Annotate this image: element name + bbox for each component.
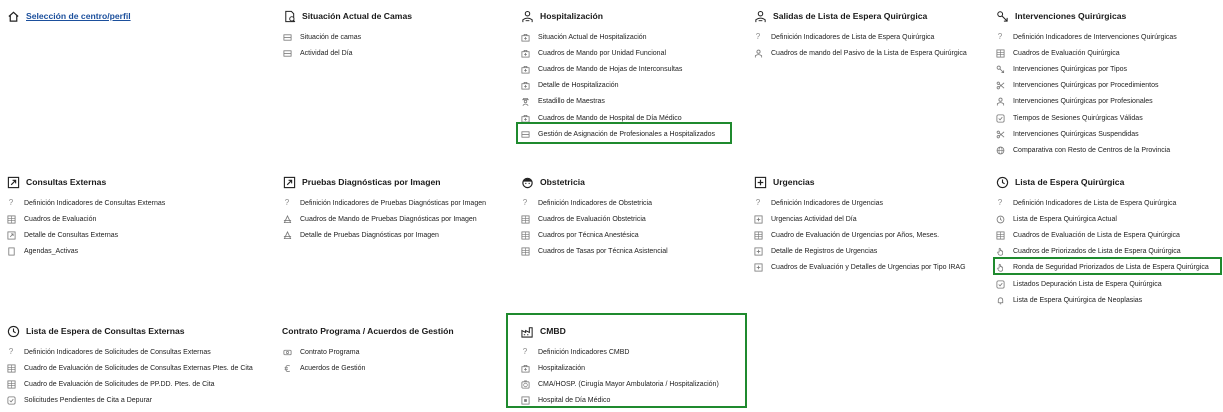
section-title: Hospitalización bbox=[540, 11, 604, 21]
menu-item-label: Hospital de Día Médico bbox=[538, 397, 611, 405]
question-icon: ? bbox=[755, 198, 761, 208]
plus-box-icon bbox=[753, 175, 767, 189]
menu-item-label: Intervenciones Quirúrgicas por Profesionales bbox=[1013, 98, 1153, 106]
section-header bbox=[6, 173, 165, 191]
menu-item-label: Cuadros de Evaluación de Lista de Espera Quirúrgica bbox=[1013, 231, 1180, 239]
menu-item-label: Definición Indicadores de Lista de Espera Quirúrgica bbox=[771, 33, 935, 41]
clock-box-icon bbox=[520, 379, 530, 389]
menu-item-acuerdos-de-gestion[interactable] bbox=[282, 360, 454, 376]
menu-list bbox=[282, 344, 454, 376]
menu-item-label: Cuadro de Evaluación de Urgencias por Años, Meses. bbox=[771, 231, 940, 239]
menu-item-label: Cuadros de Priorizados de Lista de Espera Quirúrgica bbox=[1013, 248, 1181, 256]
menu-list bbox=[6, 344, 253, 409]
hand-icon bbox=[995, 247, 1005, 257]
menu-item-label: Cuadros de Mando de Hospital de Día Médico bbox=[538, 114, 682, 122]
section-title: Pruebas Diagnósticas por Imagen bbox=[302, 177, 441, 187]
section-header bbox=[995, 173, 1209, 191]
money-icon bbox=[282, 347, 292, 357]
menu-item-solicitudes-pendientes-de-cita-a-depurar[interactable] bbox=[6, 393, 253, 409]
question-icon: ? bbox=[755, 32, 761, 42]
menu-item-label: Cuadros de mando del Pasivo de la Lista de Espera Quirúrgica bbox=[771, 49, 967, 57]
menu-item-definicion-indicadores-de-solicitudes-de-consult[interactable] bbox=[6, 344, 253, 360]
section-obstetricia bbox=[520, 173, 668, 260]
bed-icon bbox=[282, 32, 292, 42]
euro-icon bbox=[282, 363, 292, 373]
menu-list bbox=[6, 195, 165, 260]
section-intervenciones bbox=[995, 7, 1177, 159]
menu-item-lista-de-espera-quirurgica-actual[interactable] bbox=[995, 211, 1209, 227]
menu-item-label: Cuadro de Evaluación de Solicitudes de PP.DD. Ptes. de Cita bbox=[24, 380, 215, 388]
menu-item-label: Detalle de Registros de Urgencias bbox=[771, 248, 878, 256]
menu-item-label: Intervenciones Quirúrgicas por Procedimientos bbox=[1013, 82, 1159, 90]
section-title: Obstetricia bbox=[540, 177, 585, 187]
menu-item-hospitalizacion[interactable] bbox=[520, 360, 719, 376]
hospital-icon bbox=[520, 113, 530, 123]
section-header bbox=[282, 173, 486, 191]
menu-item-cuadros-de-tasas-por-tecnica-asistencial[interactable] bbox=[520, 244, 668, 260]
grid-icon bbox=[995, 48, 1005, 58]
grid-icon bbox=[520, 214, 530, 224]
menu-item-label: Intervenciones Quirúrgicas Suspendidas bbox=[1013, 130, 1139, 138]
grid-icon bbox=[520, 247, 530, 257]
hospital-icon bbox=[520, 363, 530, 373]
menu-list bbox=[520, 344, 719, 409]
menu-item-label: Detalle de Consultas Externas bbox=[24, 231, 119, 239]
menu-item-label: Cuadros de Mando de Hojas de Interconsultas bbox=[538, 65, 683, 73]
menu-item-label: Definición Indicadores de Obstetricia bbox=[538, 199, 653, 207]
globe-icon bbox=[995, 145, 1005, 155]
hospital-icon bbox=[520, 32, 530, 42]
bed-report-icon bbox=[282, 9, 296, 23]
clock-icon bbox=[995, 175, 1009, 189]
menu-item-definicion-indicadores-de-obstetricia[interactable] bbox=[520, 195, 668, 211]
menu-item-cma-hosp-cirugia-mayor-ambulatoria-hospitalizaci[interactable] bbox=[520, 376, 719, 392]
menu-item-cuadros-de-evaluacion-de-lista-de-espera-quirurg[interactable] bbox=[995, 227, 1209, 243]
menu-item-label: Cuadros por Técnica Anestésica bbox=[538, 231, 639, 239]
menu-list bbox=[995, 195, 1209, 308]
menu-item-label: Cuadros de Evaluación bbox=[24, 215, 97, 223]
menu-item-lista-de-espera-quirurgica-de-neoplasias[interactable] bbox=[995, 292, 1209, 308]
menu-item-actividad-del-dia[interactable] bbox=[282, 45, 412, 61]
menu-item-hospital-de-dia-medico[interactable] bbox=[520, 393, 719, 409]
menu-item-label: Cuadros de Evaluación Obstetricia bbox=[538, 215, 646, 223]
section-cmbd bbox=[520, 322, 719, 409]
menu-item-label: Cuadros de Evaluación y Detalles de Urgencias por Tipo IRAG bbox=[771, 264, 966, 272]
hospital-icon bbox=[520, 48, 530, 58]
section-consultas-externas bbox=[6, 173, 165, 260]
menu-list bbox=[753, 29, 967, 61]
nurse-icon bbox=[520, 97, 530, 107]
menu-item-label: Hospitalización bbox=[538, 364, 586, 372]
section-header bbox=[520, 322, 719, 340]
menu-list bbox=[282, 29, 412, 61]
bell-icon bbox=[995, 295, 1005, 305]
section-header bbox=[520, 7, 715, 25]
menu-item-label: Intervenciones Quirúrgicas por Tipos bbox=[1013, 65, 1127, 73]
question-icon: ? bbox=[997, 198, 1003, 208]
grid-icon bbox=[520, 230, 530, 240]
menu-item-cuadros-de-priorizados-de-lista-de-espera-quirur[interactable] bbox=[995, 244, 1209, 260]
menu-item-detalle-de-pruebas-diagnosticas-por-imagen[interactable] bbox=[282, 227, 486, 243]
section-header bbox=[520, 173, 668, 191]
plus-box-icon bbox=[753, 263, 763, 273]
section-title: Situación Actual de Camas bbox=[302, 11, 412, 21]
factory-icon bbox=[520, 324, 534, 338]
menu-item-label: Solicitudes Pendientes de Cita a Depurar bbox=[24, 397, 153, 405]
section-title: Intervenciones Quirúrgicas bbox=[1015, 11, 1127, 21]
menu-item-label: Tiempos de Sesiones Quirúrgicas Válidas bbox=[1013, 114, 1143, 122]
menu-item-listados-depuracion-lista-de-espera-quirurgica[interactable] bbox=[995, 276, 1209, 292]
menu-item-label: Definición Indicadores de Pruebas Diagnósticas por Imagen bbox=[300, 199, 486, 207]
clock-icon bbox=[6, 324, 20, 338]
menu-item-label: Definición Indicadores de Consultas Externas bbox=[24, 199, 166, 207]
menu-list bbox=[995, 29, 1177, 159]
menu-item-contrato-programa[interactable] bbox=[282, 344, 454, 360]
menu-item-definicion-indicadores-de-intervenciones-quirurg[interactable] bbox=[995, 29, 1177, 45]
menu-item-cuadros-de-mando-por-unidad-funcional[interactable] bbox=[520, 45, 715, 61]
baby-icon bbox=[520, 175, 534, 189]
section-title: Consultas Externas bbox=[26, 177, 107, 187]
menu-item-label: Detalle de Pruebas Diagnósticas por Imagen bbox=[300, 231, 439, 239]
section-header bbox=[282, 322, 454, 340]
scanner-icon bbox=[282, 214, 292, 224]
section-salidas-lista bbox=[753, 7, 967, 61]
section-title: Urgencias bbox=[773, 177, 815, 187]
hospital-icon bbox=[520, 81, 530, 91]
grid-icon bbox=[995, 230, 1005, 240]
menu-item-label: Gestión de Asignación de Profesionales a Hospitalizados bbox=[538, 130, 716, 138]
question-icon: ? bbox=[8, 347, 14, 357]
menu-item-label: Comparativa con Resto de Centros de la Provincia bbox=[1013, 146, 1171, 154]
clock-check-icon bbox=[6, 396, 16, 406]
home-icon bbox=[6, 9, 20, 23]
menu-item-label: Agendas_Activas bbox=[24, 248, 79, 256]
menu-list bbox=[753, 195, 966, 276]
external-icon bbox=[6, 230, 16, 240]
clock-icon bbox=[995, 214, 1005, 224]
bed-icon bbox=[520, 129, 530, 139]
section-header bbox=[753, 7, 967, 25]
menu-item-label: Lista de Espera Quirúrgica Actual bbox=[1013, 215, 1117, 223]
menu-item-label: Definición Indicadores de Intervenciones Quirúrgicas bbox=[1013, 33, 1177, 41]
menu-item-gestion-de-asignacion-de-profesionales-a-hospita[interactable] bbox=[520, 126, 715, 142]
menu-item-label: Estadillo de Maestras bbox=[538, 98, 605, 106]
menu-item-intervenciones-quirurgicas-por-tipos[interactable] bbox=[995, 61, 1177, 77]
section-situacion-camas bbox=[282, 7, 412, 61]
menu-list bbox=[520, 29, 715, 142]
scanner-icon bbox=[282, 230, 292, 240]
question-icon: ? bbox=[522, 198, 528, 208]
grid-icon bbox=[6, 379, 16, 389]
menu-item-detalle-de-hospitalizacion[interactable] bbox=[520, 78, 715, 94]
scissors-icon bbox=[995, 129, 1005, 139]
menu-item-label: Definición Indicadores de Solicitudes de Consultas Externas bbox=[24, 348, 211, 356]
surgery-icon bbox=[995, 9, 1009, 23]
menu-item-cuadro-de-evaluacion-de-solicitudes-de-consultas[interactable] bbox=[6, 360, 253, 376]
menu-item-comparativa-con-resto-de-centros-de-la-provincia[interactable] bbox=[995, 142, 1177, 158]
plus-box-icon bbox=[753, 214, 763, 224]
menu-item-cuadros-de-mando-del-pasivo-de-la-lista-de-esper[interactable] bbox=[753, 45, 967, 61]
page-icon bbox=[6, 247, 16, 257]
clock-check-icon bbox=[995, 279, 1005, 289]
section-home bbox=[6, 7, 131, 29]
home-link[interactable]: Selección de centro/perfil bbox=[26, 11, 131, 21]
hospital-icon bbox=[520, 64, 530, 74]
menu-item-label: Situación de camas bbox=[300, 33, 362, 41]
section-pruebas-imagen bbox=[282, 173, 486, 244]
menu-item-label: Definición Indicadores CMBD bbox=[538, 348, 630, 356]
question-icon: ? bbox=[522, 347, 528, 357]
bed-icon bbox=[282, 48, 292, 58]
menu-item-cuadro-de-evaluacion-de-urgencias-por-anos-meses[interactable] bbox=[753, 227, 966, 243]
section-title: Salidas de Lista de Espera Quirúrgica bbox=[773, 11, 928, 21]
menu-item-label: Actividad del Día bbox=[300, 49, 353, 57]
section-title: Lista de Espera de Consultas Externas bbox=[26, 326, 185, 336]
menu-item-label: Situación Actual de Hospitalización bbox=[538, 33, 647, 41]
menu-item-tiempos-de-sesiones-quirurgicas-validas[interactable] bbox=[995, 110, 1177, 126]
section-hospitalizacion bbox=[520, 7, 715, 142]
menu-item-cuadros-de-evaluacion-quirurgica[interactable] bbox=[995, 45, 1177, 61]
section-header bbox=[753, 173, 966, 191]
menu-item-label: Acuerdos de Gestión bbox=[300, 364, 366, 372]
section-contrato bbox=[282, 322, 454, 376]
menu-item-detalle-de-consultas-externas[interactable] bbox=[6, 227, 165, 243]
menu-item-urgencias-actividad-del-dia[interactable] bbox=[753, 211, 966, 227]
menu-item-intervenciones-quirurgicas-por-profesionales[interactable] bbox=[995, 94, 1177, 110]
patients-icon bbox=[753, 9, 767, 23]
hand-icon bbox=[995, 263, 1005, 273]
external-icon bbox=[6, 175, 20, 189]
question-icon: ? bbox=[997, 32, 1003, 42]
section-header bbox=[6, 322, 253, 340]
menu-item-cuadros-por-tecnica-anestesica[interactable] bbox=[520, 227, 668, 243]
menu-item-label: Definición Indicadores de Lista de Espera Quirúrgica bbox=[1013, 199, 1177, 207]
square-dot-icon bbox=[520, 396, 530, 406]
scissors-icon bbox=[995, 81, 1005, 91]
patients-icon bbox=[753, 48, 763, 58]
menu-item-cuadros-de-mando-de-hojas-de-interconsultas[interactable] bbox=[520, 61, 715, 77]
section-urgencias bbox=[753, 173, 966, 276]
grid-icon bbox=[6, 214, 16, 224]
menu-item-label: Detalle de Hospitalización bbox=[538, 82, 619, 90]
menu-item-situacion-actual-de-hospitalizacion[interactable] bbox=[520, 29, 715, 45]
menu-item-definicion-indicadores-de-lista-de-espera-quirur[interactable] bbox=[753, 29, 967, 45]
menu-item-label: Urgencias Actividad del Día bbox=[771, 215, 857, 223]
menu-item-definicion-indicadores-de-consultas-externas[interactable] bbox=[6, 195, 165, 211]
menu-item-detalle-de-registros-de-urgencias[interactable] bbox=[753, 244, 966, 260]
section-title: CMBD bbox=[540, 326, 566, 336]
menu-item-agendas-activas[interactable] bbox=[6, 244, 165, 260]
patients-icon bbox=[520, 9, 534, 23]
grid-icon bbox=[6, 363, 16, 373]
menu-item-cuadros-de-evaluacion[interactable] bbox=[6, 211, 165, 227]
menu-item-label: Cuadro de Evaluación de Solicitudes de Consultas Externas Ptes. de Cita bbox=[24, 364, 253, 372]
clock-check-icon bbox=[995, 113, 1005, 123]
surgery-icon bbox=[995, 64, 1005, 74]
menu-item-definicion-indicadores-de-urgencias[interactable] bbox=[753, 195, 966, 211]
section-lista-consultas bbox=[6, 322, 253, 409]
section-header bbox=[282, 7, 412, 25]
section-header bbox=[995, 7, 1177, 25]
menu-item-label: Cuadros de Evaluación Quirúrgica bbox=[1013, 49, 1120, 57]
section-lista-espera-quir bbox=[995, 173, 1209, 308]
question-icon: ? bbox=[284, 198, 290, 208]
menu-item-estadillo-de-maestras[interactable] bbox=[520, 94, 715, 110]
menu-item-label: Cuadros de Tasas por Técnica Asistencial bbox=[538, 248, 668, 256]
menu-item-label: Listados Depuración Lista de Espera Quirúrgica bbox=[1013, 280, 1162, 288]
menu-list bbox=[520, 195, 668, 260]
menu-item-label: Lista de Espera Quirúrgica de Neoplasias bbox=[1013, 296, 1143, 304]
question-icon: ? bbox=[8, 198, 14, 208]
menu-item-cuadros-de-evaluacion-obstetricia[interactable] bbox=[520, 211, 668, 227]
menu-item-ronda-de-seguridad-priorizados-de-lista-de-esper[interactable] bbox=[995, 260, 1209, 276]
menu-item-label: Contrato Programa bbox=[300, 348, 360, 356]
section-title: Lista de Espera Quirúrgica bbox=[1015, 177, 1125, 187]
menu-item-cuadros-de-mando-de-hospital-de-dia-medico[interactable] bbox=[520, 110, 715, 126]
menu-item-intervenciones-quirurgicas-suspendidas[interactable] bbox=[995, 126, 1177, 142]
menu-item-situacion-de-camas[interactable] bbox=[282, 29, 412, 45]
menu-item-definicion-indicadores-de-lista-de-espera-quirur[interactable] bbox=[995, 195, 1209, 211]
external-icon bbox=[282, 175, 296, 189]
menu-item-definicion-indicadores-cmbd[interactable] bbox=[520, 344, 719, 360]
menu-item-intervenciones-quirurgicas-por-procedimientos[interactable] bbox=[995, 78, 1177, 94]
menu-item-label: Definición Indicadores de Urgencias bbox=[771, 199, 884, 207]
menu-item-label: Cuadros de Mando de Pruebas Diagnósticas por Imagen bbox=[300, 215, 477, 223]
menu-item-definicion-indicadores-de-pruebas-diagnosticas-p[interactable] bbox=[282, 195, 486, 211]
menu-item-label: Cuadros de Mando por Unidad Funcional bbox=[538, 49, 667, 57]
patients-icon bbox=[995, 97, 1005, 107]
menu-item-cuadro-de-evaluacion-de-solicitudes-de-pp-dd-pte[interactable] bbox=[6, 376, 253, 392]
menu-item-label: Ronda de Seguridad Priorizados de Lista de Espera Quirúrgica bbox=[1013, 264, 1209, 272]
menu-item-cuadros-de-evaluacion-y-detalles-de-urgencias-po[interactable] bbox=[753, 260, 966, 276]
grid-icon bbox=[753, 230, 763, 240]
menu-item-label: CMA/HOSP. (Cirugía Mayor Ambulatoria / Hospitalización) bbox=[538, 380, 719, 388]
menu-item-cuadros-de-mando-de-pruebas-diagnosticas-por-ima[interactable] bbox=[282, 211, 486, 227]
plus-box-icon bbox=[753, 247, 763, 257]
section-title: Contrato Programa / Acuerdos de Gestión bbox=[282, 326, 454, 336]
menu-list bbox=[282, 195, 486, 244]
